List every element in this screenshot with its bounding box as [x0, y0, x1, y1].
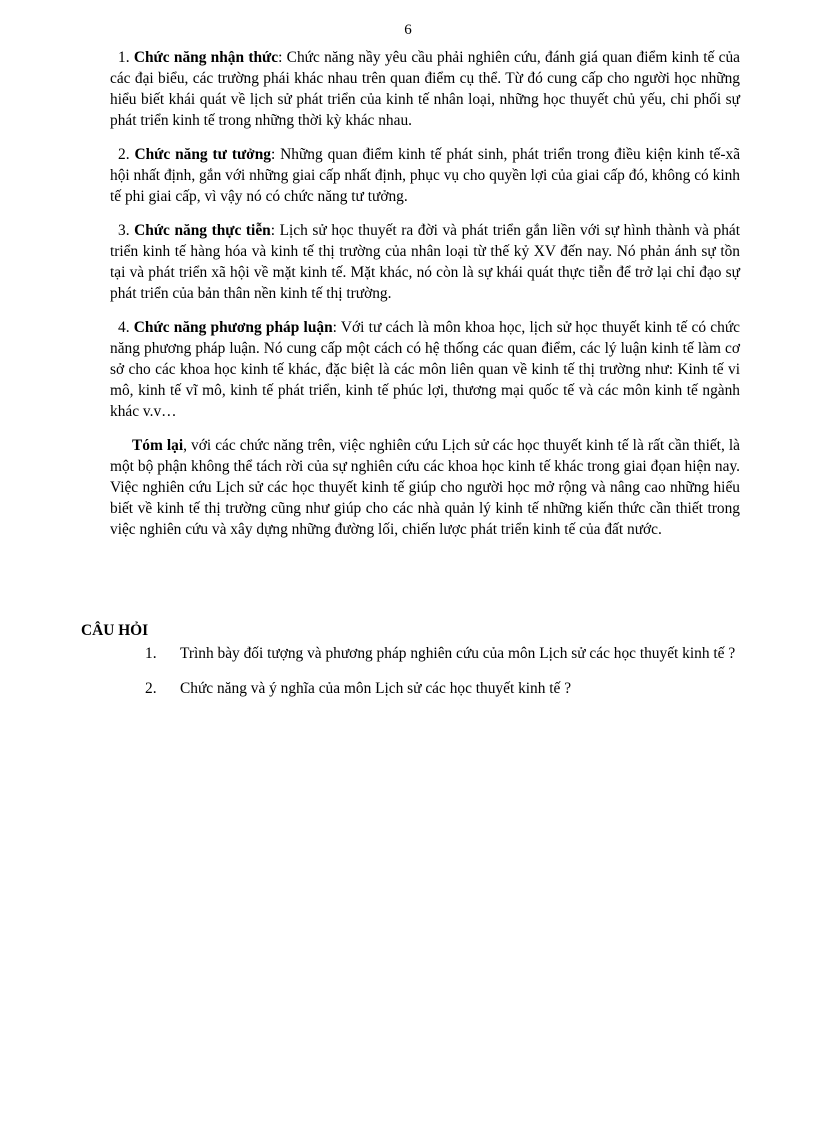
- document-body: [110, 47, 740, 553]
- questions-list: [143, 643, 741, 713]
- paragraph-text: : Với tư cách là môn khoa học, lịch sử học thuyết kinh tế có chức năng phương pháp luận. Nó cung cấp một cách có hệ thống các quan điểm, các lý luận kinh tế làm cơ sở cho các khoa học kinh tế khác, đặc biệt là các môn liên quan về kinh tế thị trường như: Kinh tế vi mô, kinh tế vĩ mô, kinh tế phát triển, kinh tế phúc lợi, thương mại quốc tế và các môn kinh tế ngành khác v.v…: [110, 319, 740, 420]
- paragraph-summary: [110, 435, 740, 540]
- paragraph-cognitive-function: [110, 47, 740, 131]
- question-number: 2.: [145, 680, 157, 697]
- paragraph-heading: Chức năng thực tiễn: [134, 222, 271, 239]
- paragraph-heading: Chức năng tư tưởng: [134, 146, 271, 163]
- paragraph-methodology-function: [110, 317, 740, 422]
- question-item: [143, 678, 741, 699]
- page-number: 6: [404, 22, 412, 38]
- paragraph-text: : Những quan điểm kinh tế phát sinh, phát triển trong điều kiện kinh tế-xã hội nhất định, gắn với những giai cấp nhất định, phục vụ cho quyền lợi của giai cấp đó, không có kinh tế phi giai cấp, vì vậy nó có chức năng tư tưởng.: [110, 146, 741, 205]
- paragraph-text: : Chức năng nầy yêu cầu phải nghiên cứu, đánh giá quan điểm kinh tế của các đại biểu, các trường phái khác nhau trên quan điểm cụ thể. Từ đó cung cấp cho người học những hiểu biết khái quát về lịch sử phát triển của kinh tế nhân loại, những học thuyết chủ yếu, chi phối sự phát triển kinh tế trong những thời kỳ khác nhau.: [110, 49, 741, 129]
- paragraph-number: 2.: [118, 146, 135, 163]
- paragraph-heading: Chức năng phương pháp luận: [133, 319, 333, 336]
- question-text: Chức năng và ý nghĩa của môn Lịch sử các học thuyết kinh tế ?: [180, 680, 572, 697]
- summary-text: , với các chức năng trên, việc nghiên cứu Lịch sử các học thuyết kinh tế là rất cần thiết, là một bộ phận không thể tách rời của sự nghiên cứu các khoa học kinh tế khác trong giai đọan hiện nay. Việc nghiên cứu Lịch sử các học thuyết kinh tế giúp cho người học mở rộng và nâng cao những hiểu biết về kinh tế thị trường cũng như giúp cho các nhà quản lý kinh tế những kiến thức cần thiết trong việc nghiên cứu và xây dựng những đường lối, chiến lược phát triển kinh tế của đất nước.: [110, 437, 740, 538]
- question-number: 1.: [145, 645, 157, 662]
- question-item: [143, 643, 741, 664]
- questions-heading: CÂU HỎI: [81, 622, 149, 639]
- paragraph-text: : Lịch sử học thuyết ra đời và phát triển gắn liền với sự hình thành và phát triển kinh tế hàng hóa và kinh tế thị trường của nhân loại từ thế kỷ XV đến nay. Nó phản ánh sự tồn tại và phát triển xã hội về mặt kinh tế. Mặt khác, nó còn là sự khái quát thực tiễn để trở lại chỉ đạo sự phát triển của bản thân nền kinh tế thị trường.: [110, 222, 740, 302]
- paragraph-heading: Chức năng nhận thức: [133, 49, 279, 66]
- summary-heading: Tóm lại: [132, 437, 184, 454]
- paragraph-number: 4.: [118, 319, 134, 336]
- paragraph-ideological-function: [110, 144, 740, 207]
- question-text: Trình bày đối tượng và phương pháp nghiên cứu của môn Lịch sử các học thuyết kinh tế ?: [180, 645, 736, 662]
- paragraph-practical-function: [110, 220, 740, 304]
- paragraph-number: 3.: [118, 222, 135, 239]
- paragraph-number: 1.: [118, 49, 134, 66]
